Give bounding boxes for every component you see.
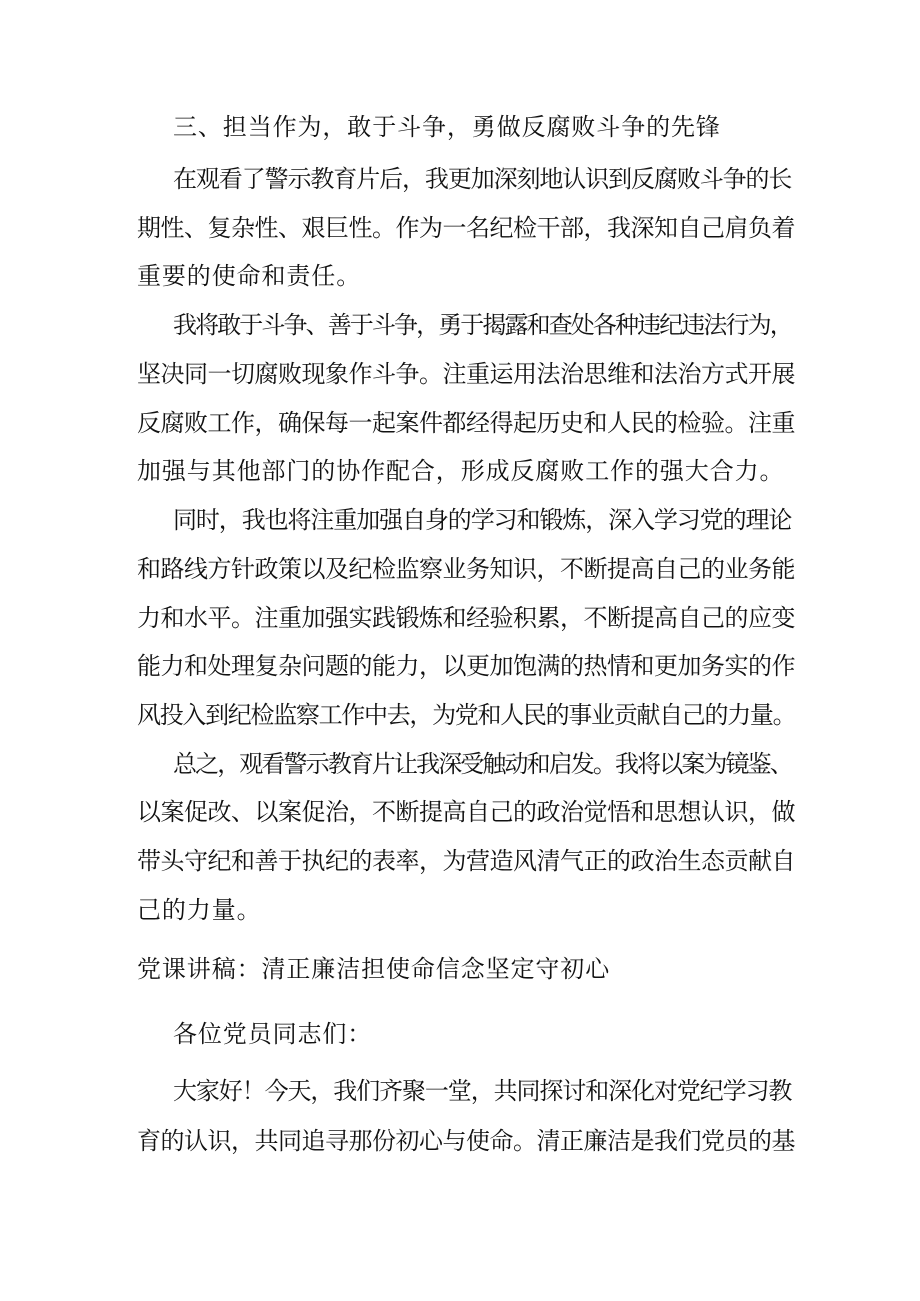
paragraph-4-line-3: 带头守纪和善于执纪的表率，为营造风清气正的政治生态贡献自 bbox=[137, 847, 795, 875]
paragraph-4-line-4: 己的力量。 bbox=[137, 896, 262, 924]
paragraph-3-line-5: 风投入到纪检监察工作中去，为党和人民的事业贡献自己的力量。 bbox=[137, 701, 796, 729]
section-heading: 三、担当作为，敢于斗争，勇做反腐败斗争的先锋 bbox=[173, 113, 721, 141]
paragraph-3-line-4: 能力和处理复杂问题的能力，以更加饱满的热情和更加务实的作 bbox=[137, 652, 795, 680]
salutation: 各位党员同志们： bbox=[173, 1020, 373, 1048]
paragraph-1-line-2: 期性、复杂性、艰巨性。作为一名纪检干部，我深知自己肩负着 bbox=[137, 214, 795, 242]
paragraph-4-line-1: 总之，观看警示教育片让我深受触动和启发。我将以案为镜鉴、 bbox=[173, 750, 792, 778]
paragraph-3-line-2: 和路线方针政策以及纪检监察业务知识，不断提高自己的业务能 bbox=[137, 555, 795, 583]
paragraph-2-line-4: 加强与其他部门的协作配合，形成反腐败工作的强大合力。 bbox=[137, 457, 785, 485]
paragraph-3-line-1: 同时，我也将注重加强自身的学习和锻炼，深入学习党的理论 bbox=[173, 506, 792, 534]
closing-paragraph-line-1: 大家好！今天，我们齐聚一堂，共同探讨和深化对党纪学习教 bbox=[173, 1077, 792, 1105]
paragraph-2-line-2: 坚决同一切腐败现象作斗争。注重运用法治思维和法治方式开展 bbox=[137, 360, 795, 388]
paragraph-1-line-3: 重要的使命和责任。 bbox=[137, 262, 362, 290]
lecture-title: 党课讲稿：清正廉洁担使命信念坚定守初心 bbox=[137, 955, 611, 983]
paragraph-2-line-1: 我将敢于斗争、善于斗争，勇于揭露和查处各种违纪违法行为， bbox=[173, 311, 792, 339]
closing-paragraph-line-2: 育的认识，共同追寻那份初心与使命。清正廉洁是我们党员的基 bbox=[137, 1127, 795, 1155]
paragraph-4-line-2: 以案促改、以案促治，不断提高自己的政治觉悟和思想认识，做 bbox=[137, 798, 795, 826]
paragraph-3-line-3: 力和水平。注重加强实践锻炼和经验积累，不断提高自己的应变 bbox=[137, 604, 795, 632]
paragraph-2-line-3: 反腐败工作，确保每一起案件都经得起历史和人民的检验。注重 bbox=[137, 409, 795, 437]
paragraph-1-line-1: 在观看了警示教育片后，我更加深刻地认识到反腐败斗争的长 bbox=[173, 165, 792, 193]
